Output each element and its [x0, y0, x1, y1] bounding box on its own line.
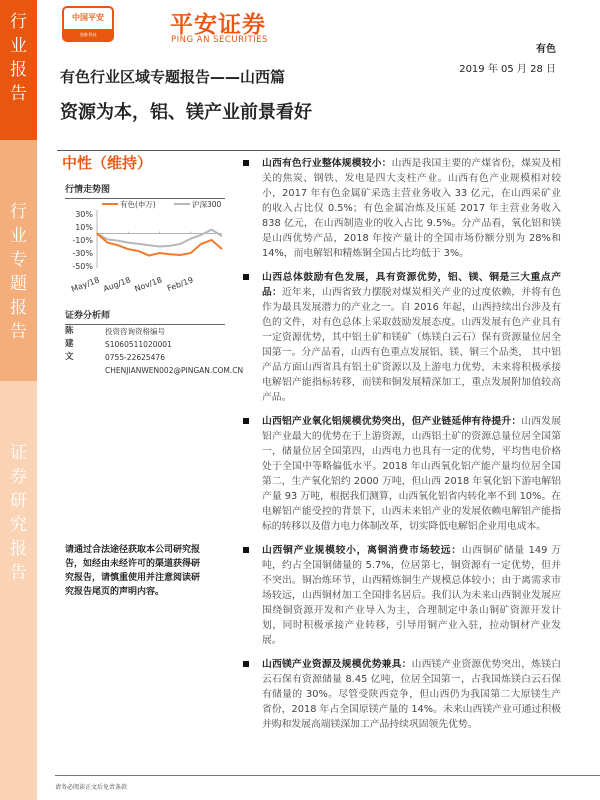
key-point-head: 山西有色行业整体规模较小：: [262, 158, 392, 169]
disclaimer-note: 请通过合法途径获取本公司研究报告，如经由未经许可的渠道获得研究报告，请慎重使用并注意阅读研究报告尾页的声明内容。: [65, 545, 201, 597]
logo-subtext: 金融·科技: [64, 29, 112, 40]
rating: 中性（维持）: [62, 154, 153, 172]
logo-text: 中国平安: [72, 13, 104, 22]
x-tick-label: May/18: [69, 275, 101, 294]
key-point-head: 山西镁产业资源及规模优势兼具：: [262, 659, 412, 670]
footer-divider: [55, 775, 600, 776]
key-point-head: 山西铜产业规模较小，离铜消费市场较远：: [262, 545, 462, 556]
ping-an-logo: [62, 6, 114, 42]
legend-label: 沪深300: [192, 200, 222, 209]
key-point-head: 山西总体鼓励有色发展，具有资源优势，铝、镁、铜是三大重点产品：: [262, 272, 561, 298]
bullet-icon: [243, 274, 249, 280]
key-point-body: 山西铜矿储量 149 万吨，约占全国铜储量的 5.7%，位居第七，铜资源有一定优势，但并不突出。铜冶炼环节，山西精炼铜生产规模总体较小；由于离需求市场较远，山西铜材加工全国排名居后。我们认为未来山西铜业发展应围绕铜资源开发和产业导入为主，合理制定中条山铜矿资源开发计划，同时积极承接产业转移，引导用铜产业入驻，拉动铜材产业发展。: [262, 545, 562, 646]
cert-number: S1060511020001: [105, 340, 172, 349]
brand-name-en: PING AN SECURITIES: [171, 35, 268, 45]
bullet-icon: [243, 160, 249, 166]
report-subtitle: 资源为本，铝、镁产业前景看好: [60, 102, 312, 123]
sector-label: 有色: [536, 44, 556, 55]
y-tick-label: -10%: [72, 236, 93, 245]
report-title: 有色行业区域专题报告——山西篇: [60, 68, 286, 86]
key-point-body: 山西发展铝产业最大的优势在于上游资源，山西铝土矿的资源总量位居全国第一，储量位居全国第四，山西电力也具有一定的优势，平均售电价格处于全国中等略偏低水平。2018 年山西氧化铝产能产量均位居全国第二，生产氧化铝约 2000 万吨，但山西 2018 年氧化铝下游电解铝产量 93 万吨，根据我们测算，山西氧化铝省内转化率不到 10%。在电解铝产能受控的背景下，山西未来铝产业的发展依赖电解铝产能指标的转移以及借力电力体制改革，切实降低电解铝企业用电成本。: [262, 416, 562, 532]
sidebar-top-label: 行业报告: [10, 12, 27, 104]
sidebar-industry-topic-report: [0, 140, 37, 381]
series-line-nonferrous: [97, 234, 222, 256]
key-points: [243, 156, 561, 741]
analyst-name: 陈建文: [65, 326, 74, 362]
footer-text: 请务必阅读正文后免责条款: [55, 784, 128, 791]
key-point-body: 山西镁产业资源优势突出，炼镁白云石保有资源储量 8.45 亿吨，位居全国第一，占我国炼镁白云石保有储量的 30%。尽管受陕西竞争，但山西仍为我国第二大原镁生产省份，2018 年占全国原镁产量的 14%。未来山西镁产业可通过积极并购和发展高端镁深加工产品持续巩固领先优势。: [262, 659, 562, 730]
key-point: [243, 156, 561, 261]
bullet-icon: [243, 661, 249, 667]
x-tick-label: Aug/18: [102, 275, 132, 294]
legend-label: 有色(申万): [120, 200, 156, 209]
analyst-heading: 证券分析师: [65, 308, 225, 325]
sidebar-bottom-label: 证券研究报告: [10, 443, 27, 583]
y-tick-label: -50%: [72, 262, 93, 271]
bullet-icon: [243, 418, 249, 424]
key-point: [243, 543, 561, 648]
key-point-body: 近年来，山西省致力摆脱对煤炭相关产业的过度依赖，并将有色作为最具发展潜力的产业之一。自 2016 年起，山西持续出台涉及有色的文件，对有色总体上采取鼓励发展态度。山西发展有色产业具有一定资源优势，其中铝土矿和镁矿（炼镁白云石）保有资源量位居全国第一。分产品看，山西有色重点发展铝、镁、铜三个品类， 其中铝产品方面山西省具有铝土矿资源以及上游电力优势，未来将积极承接电解铝产能指标转移，而镁和铜发展精深加工，重点发展附加值较高产品。: [262, 287, 562, 403]
brand-name: 平安证券: [170, 12, 266, 38]
y-tick-label: -30%: [72, 249, 93, 258]
y-tick-label: 10%: [75, 223, 93, 232]
x-tick-label: Feb/19: [165, 275, 195, 294]
sidebar-securities-research-report: [0, 381, 37, 800]
analyst-email: CHENJIANWEN002@PINGAN.COM.CN: [105, 366, 244, 375]
key-point-head: 山西铝产业氧化铝规模优势突出，但产业链延伸有待提升：: [262, 416, 522, 427]
key-point-body: 山西是我国主要的产煤省份，煤炭及相关的焦炭、钢铁、发电是四大支柱产业。山西有色产业规模相对较小，2017 年有色金属矿采选主营业务收入 33 亿元，在山西采矿业的收入占比仅 0.5%；有色金属冶炼及压延 2017 年主营业务收入 838 亿元，在山西制造业的收入占比 9.5%。分产品看，氧化铝和镁是山西优势产品，2018 年按产量计的全国市场份额分别为 28%和 14%，而电解铝和精炼铜全国占比均低于 3%。: [262, 158, 562, 259]
chart-heading: 行情走势图: [65, 182, 225, 199]
price-trend-chart: [62, 196, 237, 296]
key-point: [243, 414, 561, 534]
report-date: 2019 年 05 月 28 日: [459, 64, 556, 75]
key-point: [243, 270, 561, 405]
divider: [57, 150, 560, 151]
bullet-icon: [243, 547, 249, 553]
y-tick-label: 30%: [75, 210, 93, 219]
key-point: [243, 657, 561, 732]
x-tick-label: Nov/18: [133, 275, 164, 294]
sidebar-industry-report: [0, 0, 37, 140]
cert-label: 投资咨询资格编号: [105, 327, 165, 336]
analyst-phone: 0755-22625476: [105, 353, 165, 362]
sidebar-middle-label: 行业专题报告: [10, 202, 27, 342]
